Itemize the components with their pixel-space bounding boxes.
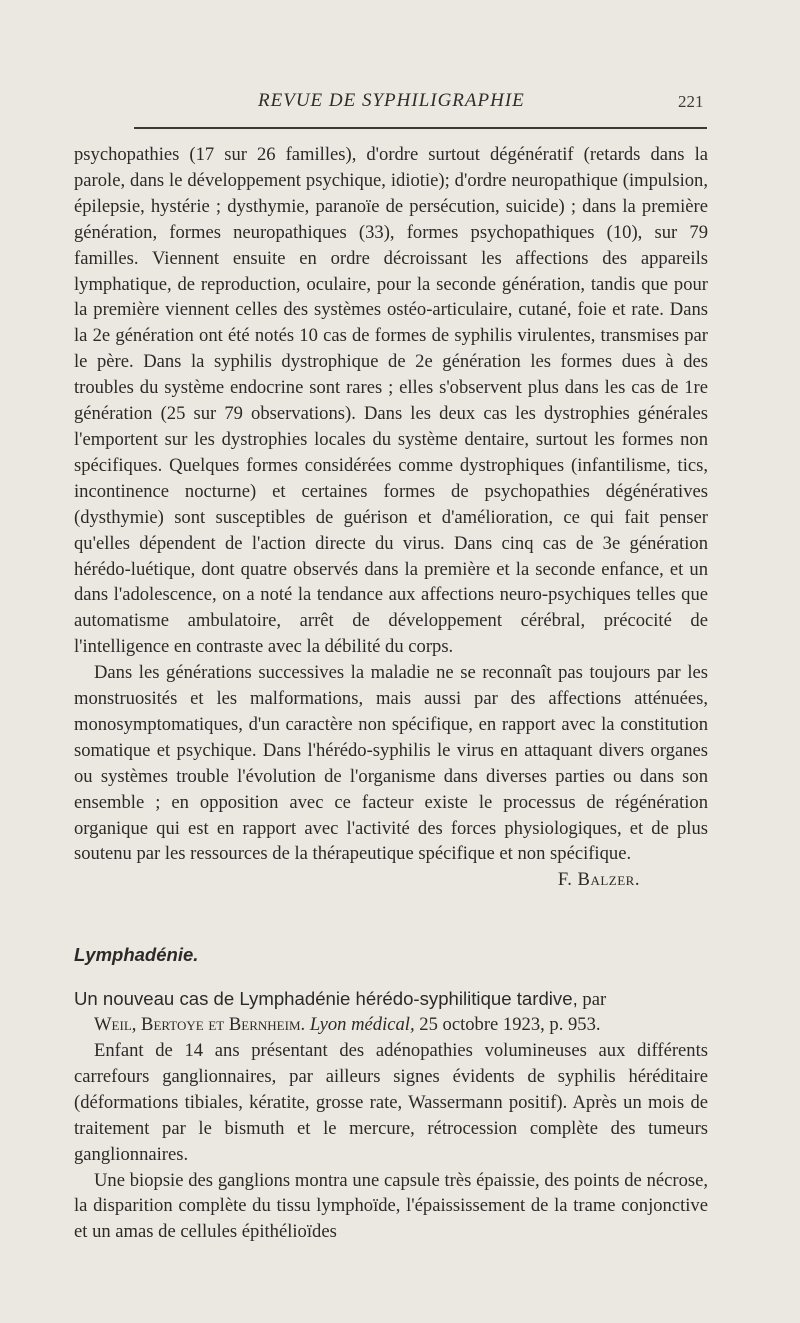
first-article-body (74, 142, 708, 893)
second-article-paragraph-2: Une biopsie des ganglions montra une capsule très épaissie, des points de nécrose, la disparition complète du tissu lymphoïde, l'épaississement de la trame conjonctive et un amas de cellules épithélioïdes (74, 1169, 708, 1243)
first-article-paragraph-2-text: Dans les générations successives la maladie ne se reconnaît pas toujours par les monstruosités et les malformations, mais aussi par des affections atténuées, monosymptomatiques, d'un caractère non spécifique, en rapport avec la constitution somatique et psychique. Dans l'hérédo-syphilis le virus en attaquant divers organes ou systèmes trouble l'évolution de l'organisme dans diverses parties ou dans son ensemble ; en opposition avec ce facteur existe le processus de régénération organique qui est en rapport avec l'activité des forces physiologiques, et de plus soutenu par les ressources de la thérapeutique spécifique et non spécifique. (74, 662, 708, 865)
author-signature: F. Balzer. (557, 869, 640, 891)
header-rule (134, 127, 707, 129)
running-title: REVUE DE SYPHILIGRAPHIE (258, 90, 525, 111)
page-number: 221 (678, 92, 704, 111)
article-date-ref: 25 octobre 1923, p. 953. (419, 1014, 601, 1035)
section-heading: Lymphadénie. (74, 944, 199, 965)
article-par: par (582, 989, 607, 1010)
second-article-body (74, 1038, 708, 1245)
first-article-paragraph-2 (74, 660, 708, 891)
second-article-paragraph-1: Enfant de 14 ans présentant des adénopathies volumineuses aux différents carrefours ganglionnaires, par ailleurs signes évidents de syphilis héréditaire (déformations tibiales, kératite, grosse rate, Wassermann positif). Après un mois de traitement par le bismuth et le mercure, rétrocession complète des tumeurs ganglionnaires. (74, 1040, 708, 1165)
article-title: Un nouveau cas de Lymphadénie hérédo-syphilitique tardive, (74, 988, 578, 1009)
article-header (74, 986, 708, 1037)
article-title-line (74, 986, 708, 1012)
running-head (0, 84, 800, 114)
article-journal: Lyon médical, (309, 1014, 415, 1035)
article-citation (74, 1012, 708, 1037)
first-article-paragraph-1: psychopathies (17 sur 26 familles), d'ordre surtout dégénératif (retards dans la parole, dans le développement psychique, idiotie); d'ordre neuropathique (impulsion, épilepsie, hystérie ; dysthymie, paranoïe de persécution, suicide) ; dans la première génération, formes neuropathiques (33), formes psychopathiques (10), sur 79 familles. Viennent ensuite en ordre décroissant les affections des appareils lymphatique, de reproduction, oculaire, pour la seconde génération, tandis que pour la première viennent celles des systèmes ostéo-articulaire, cutané, foie et rate. Dans la 2e génération ont été notés 10 cas de formes de syphilis virulentes, transmises par le père. Dans la syphilis dystrophique de 2e génération les formes dues à des troubles du système endocrine sont rares ; elles s'observent plus dans les cas de 1re génération (25 sur 79 observations). Dans les deux cas les dystrophies générales l'emportent sur les dystrophies locales du système dentaire, surtout les formes non spécifiques. Quelques formes considérées comme dystrophiques (infantilisme, tics, incontinence nocturne) et certaines formes de psychopathies dégénératives (dysthymie) sont susceptibles de guérison et d'amélioration, ce qui fait penser qu'elles dépendent de l'action directe du virus. Dans cinq cas de 3e génération hérédo-luétique, dont quatre observés dans la première et la seconde enfance, et un dans l'adolescence, on a noté la tendance aux affections neuro-psychiques telles que automatisme ambulatoire, arrêt de développement cérébral, précocité de l'intelligence en contraste avec la débilité du corps. (74, 144, 708, 658)
article-authors: Weil, Bertoye et Bernheim. (94, 1014, 306, 1035)
